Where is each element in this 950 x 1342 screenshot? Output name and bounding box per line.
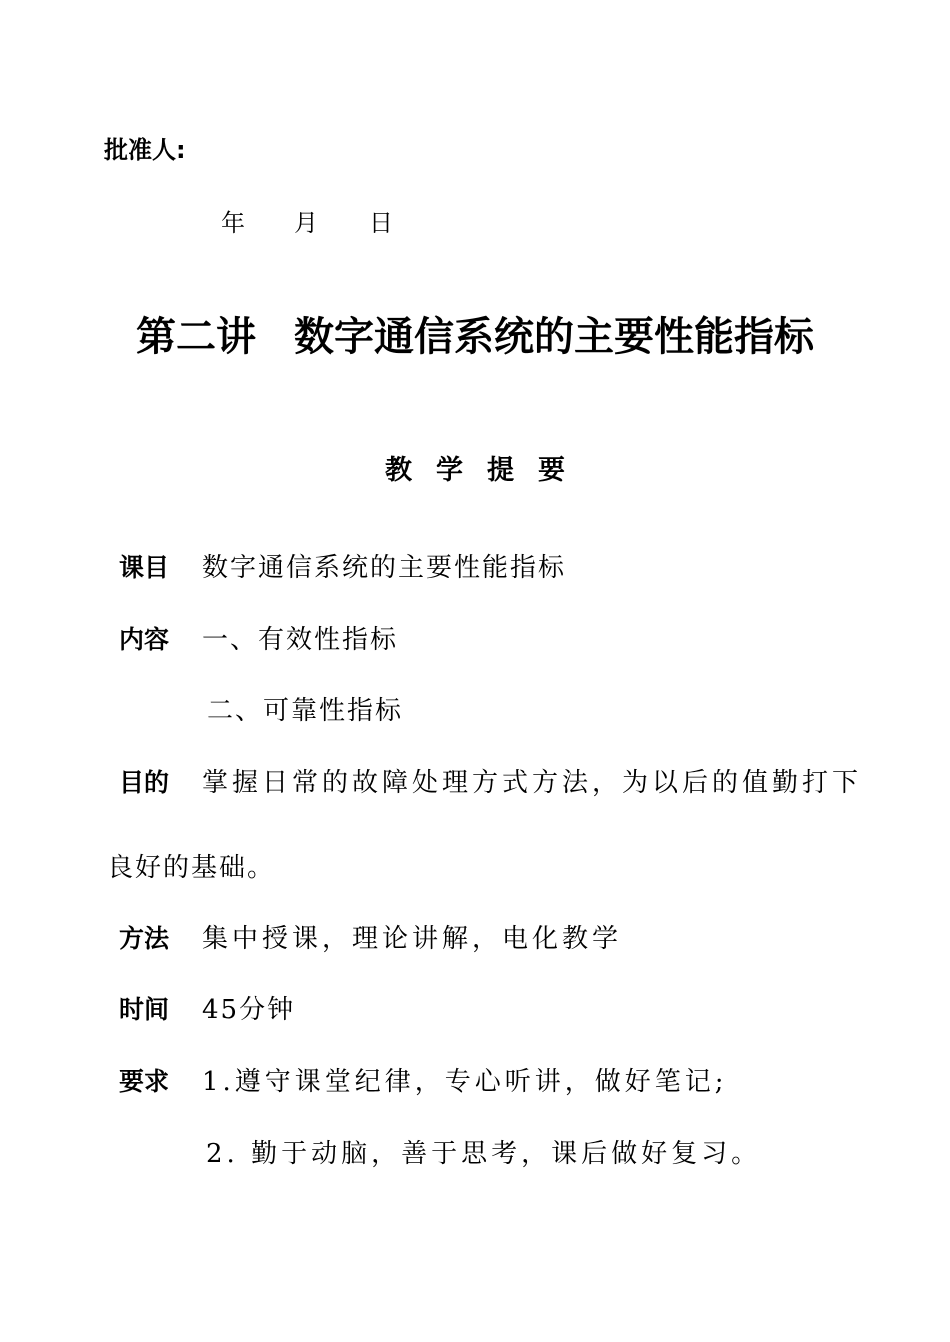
date-year: 年 (221, 209, 245, 237)
content-item-2: 二、可靠性指标 (207, 696, 404, 726)
date-day: 日 (369, 209, 393, 237)
purpose-text-line1: 掌握日常的故障处理方式方法，为以后的值勤打下 (202, 768, 863, 798)
requirement-item-2: 2. 勤于动脑，善于思考，课后做好复习。 (206, 1139, 762, 1169)
purpose-text-line2: 良好的基础。 (107, 853, 276, 883)
date-month: 月 (294, 209, 318, 237)
purpose-label: 目的 (119, 768, 170, 797)
approver-label: 批准人: (104, 136, 186, 164)
time-label: 时间 (119, 995, 170, 1024)
content-item-1: 一、有效性指标 (202, 625, 399, 655)
requirements-label: 要求 (119, 1067, 170, 1096)
subject-label: 课目 (119, 553, 170, 582)
content-label: 内容 (119, 625, 170, 654)
time-value: 45分钟 (202, 995, 296, 1025)
method-label: 方法 (119, 924, 170, 953)
subject-value: 数字通信系统的主要性能指标 (202, 553, 567, 583)
section-heading: 教学提要 (385, 455, 589, 486)
lecture-title-text: 数字通信系统的主要性能指标 (294, 314, 814, 360)
lecture-title (0, 305, 950, 362)
lecture-number: 第二讲 (136, 314, 256, 360)
method-value: 集中授课，理论讲解，电化教学 (202, 924, 623, 954)
requirement-item-1: 1.遵守课堂纪律，专心听讲，做好笔记; (202, 1067, 728, 1097)
